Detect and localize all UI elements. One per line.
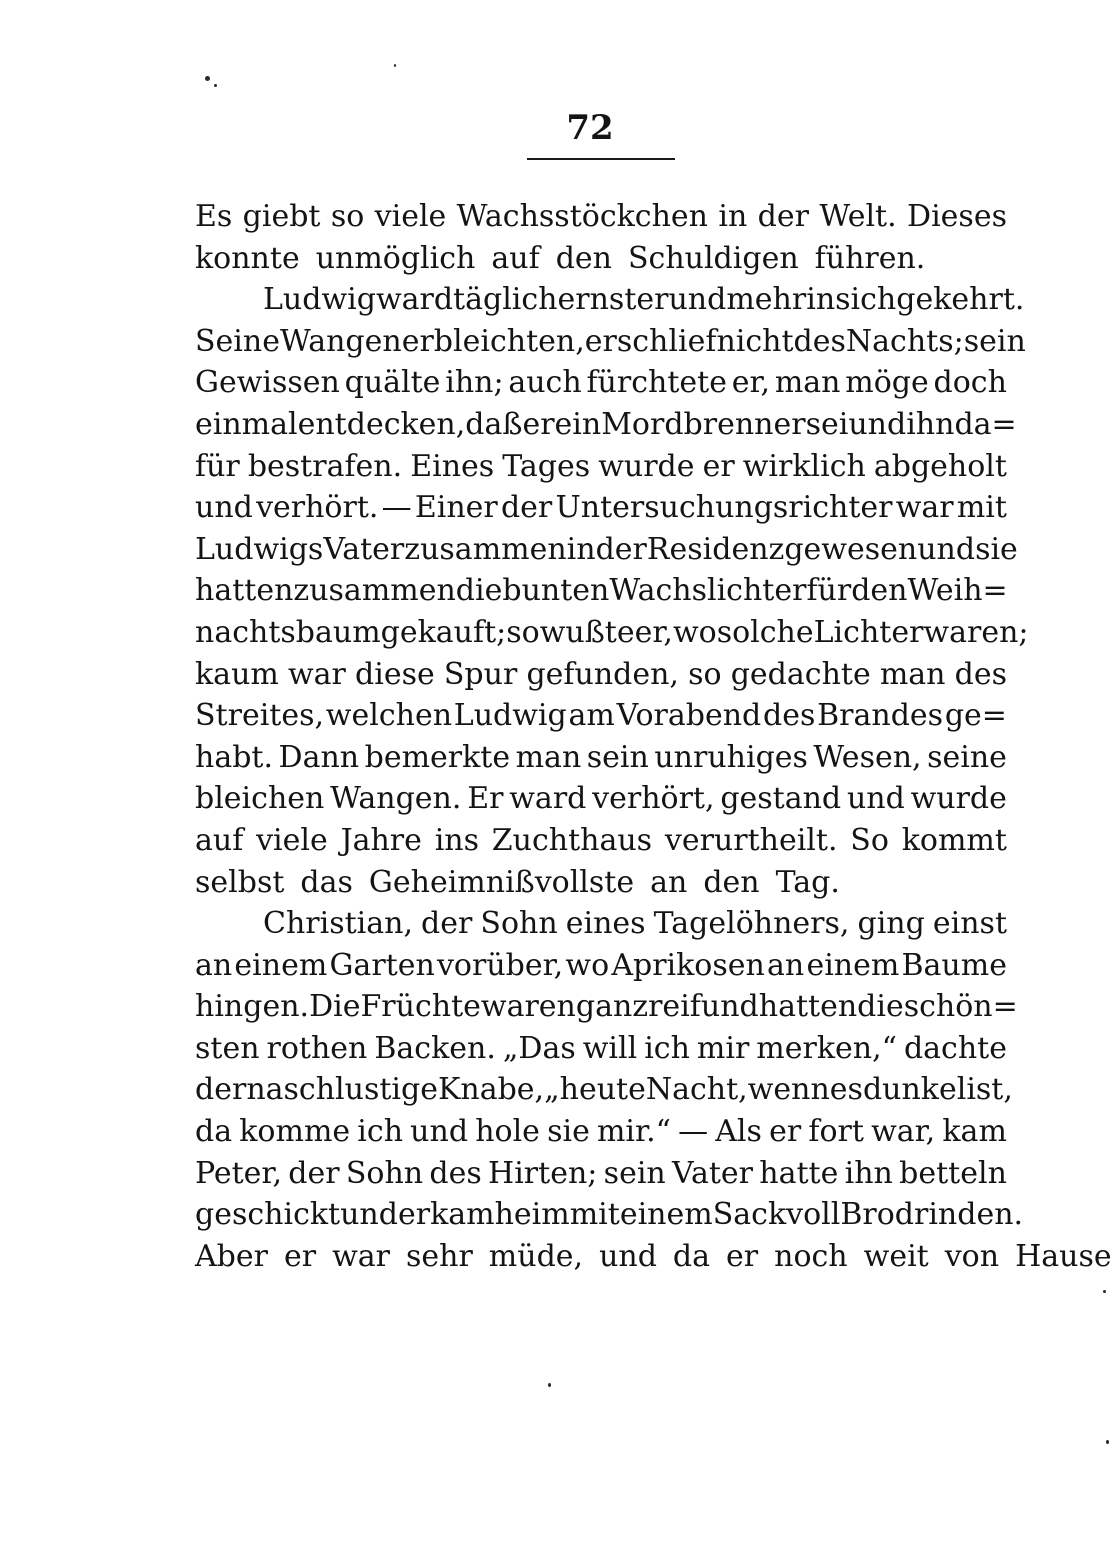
word: Wangen bbox=[279, 323, 402, 359]
word: heim bbox=[494, 1197, 570, 1233]
word: voll bbox=[786, 1197, 841, 1233]
word: wurde bbox=[598, 448, 695, 484]
word: ganz bbox=[575, 989, 649, 1025]
word: sein bbox=[963, 323, 1026, 359]
word: für bbox=[195, 448, 240, 484]
word: gedachte bbox=[730, 656, 871, 692]
word: man bbox=[879, 656, 946, 692]
word: ein bbox=[554, 406, 602, 442]
word: quälte bbox=[344, 365, 441, 401]
word: er bbox=[726, 1238, 759, 1274]
word: Tages bbox=[502, 448, 591, 484]
word: war bbox=[332, 1238, 390, 1274]
word: müde, bbox=[488, 1238, 584, 1274]
text-line bbox=[195, 903, 1007, 945]
word: unruhiges bbox=[654, 739, 808, 775]
text-line bbox=[195, 529, 1018, 571]
word: ge= bbox=[944, 698, 1007, 734]
word: zusammen bbox=[293, 573, 456, 609]
word: Knabe, bbox=[437, 1072, 545, 1108]
word: Sack bbox=[712, 1197, 787, 1233]
word: bleichen bbox=[195, 781, 325, 817]
word: entdecken, bbox=[297, 406, 466, 442]
scan-speck bbox=[394, 64, 396, 67]
word: sehr bbox=[405, 1238, 473, 1274]
word: in bbox=[566, 531, 596, 567]
text-line bbox=[195, 986, 1018, 1028]
word: einem bbox=[234, 947, 328, 983]
word: kaum bbox=[195, 656, 279, 692]
word: Dieses bbox=[907, 199, 1007, 234]
word: ihn; bbox=[445, 365, 504, 401]
scan-speck bbox=[1103, 1290, 1106, 1293]
text-line bbox=[195, 1236, 1112, 1278]
text-line bbox=[195, 1111, 1007, 1153]
word: Gewissen bbox=[195, 365, 340, 401]
text-line bbox=[195, 404, 1017, 446]
word: die bbox=[455, 573, 503, 609]
word: Welt. bbox=[819, 199, 897, 234]
word: Tag. bbox=[775, 864, 840, 900]
word: sie bbox=[975, 531, 1018, 567]
word: man bbox=[774, 365, 841, 401]
word: und bbox=[700, 989, 759, 1025]
word: Nacht, bbox=[645, 1072, 748, 1108]
word: verurtheilt. bbox=[664, 822, 838, 858]
word: Residenz bbox=[646, 531, 785, 567]
word: gestand bbox=[720, 781, 842, 817]
page-number: 72 bbox=[566, 108, 614, 148]
word: Hirten; bbox=[488, 1155, 598, 1191]
word: war bbox=[287, 656, 346, 692]
word: es bbox=[829, 1072, 863, 1108]
word: wußte bbox=[539, 614, 635, 650]
word: gefunden, bbox=[526, 656, 679, 692]
word: Früchte bbox=[360, 989, 481, 1025]
word: am bbox=[568, 698, 615, 734]
word: an bbox=[767, 947, 805, 983]
word: sten bbox=[195, 1030, 260, 1066]
word: der bbox=[595, 531, 647, 567]
word: bestrafen. bbox=[247, 448, 403, 484]
word: da bbox=[195, 1114, 233, 1150]
word: mir.“ bbox=[596, 1114, 671, 1150]
word: er, bbox=[731, 365, 771, 401]
text-line bbox=[195, 1069, 1013, 1111]
word: verhört. bbox=[256, 490, 379, 526]
word: waren bbox=[480, 989, 576, 1025]
word: in bbox=[806, 282, 836, 318]
word: täglich bbox=[453, 282, 558, 318]
word: daß bbox=[465, 406, 523, 442]
word: habt. bbox=[195, 739, 274, 775]
word: und bbox=[846, 781, 905, 817]
scan-speck bbox=[205, 76, 210, 81]
word: der bbox=[195, 1072, 247, 1108]
word: Streites, bbox=[195, 698, 325, 734]
word: Wachslichter bbox=[609, 573, 807, 609]
word: mir bbox=[696, 1030, 750, 1066]
word: Sohn bbox=[480, 906, 558, 942]
text-line bbox=[195, 695, 1007, 737]
word: ward bbox=[509, 781, 587, 817]
word: waren; bbox=[923, 614, 1029, 650]
word: komme bbox=[239, 1114, 351, 1150]
word: fort bbox=[808, 1114, 864, 1150]
word: einmal bbox=[195, 406, 298, 442]
word: schlief bbox=[616, 323, 717, 359]
word: Tagelöhners, bbox=[653, 906, 850, 942]
word: und bbox=[668, 282, 727, 318]
word: sein bbox=[603, 1155, 666, 1191]
word: Ludwig bbox=[453, 698, 567, 734]
word: hatte bbox=[759, 1155, 839, 1191]
word: rothen bbox=[266, 1030, 368, 1066]
word: Geheimnißvollste bbox=[368, 864, 635, 900]
word: fürchtete bbox=[586, 365, 727, 401]
word: und bbox=[848, 406, 907, 442]
word: selbst bbox=[195, 864, 285, 900]
word: Ludwigs bbox=[195, 531, 324, 567]
word: auf bbox=[491, 240, 540, 276]
word: Garten bbox=[329, 947, 435, 983]
text-line bbox=[195, 820, 1007, 862]
word: ernster bbox=[557, 282, 669, 318]
word: ich bbox=[644, 1030, 690, 1066]
word: verhört, bbox=[592, 781, 715, 817]
word: doch bbox=[933, 365, 1007, 401]
word: Wangen. bbox=[330, 781, 462, 817]
word: nicht bbox=[716, 323, 794, 359]
scan-speck bbox=[1106, 1440, 1109, 1444]
word: sie bbox=[547, 1114, 590, 1150]
word: er bbox=[769, 1114, 802, 1150]
word: an bbox=[195, 947, 233, 983]
text-line bbox=[195, 238, 1007, 280]
word: welchen bbox=[325, 698, 453, 734]
word: „Das bbox=[502, 1030, 576, 1066]
word: hingen. bbox=[195, 989, 310, 1025]
word: er bbox=[283, 1238, 317, 1274]
word: Wachsstöckchen bbox=[456, 199, 708, 234]
word: der bbox=[421, 906, 473, 942]
word: Dann bbox=[278, 739, 360, 775]
word: Nachts; bbox=[845, 323, 964, 359]
word: wirklich bbox=[742, 448, 866, 484]
word: von bbox=[944, 1238, 1000, 1274]
word: konnte bbox=[195, 240, 300, 276]
word: giebt bbox=[242, 199, 321, 234]
word: führen. bbox=[814, 240, 926, 276]
text-line bbox=[195, 1153, 1007, 1195]
word: der bbox=[500, 490, 553, 526]
word: wo bbox=[672, 614, 717, 650]
text-line bbox=[195, 612, 1029, 654]
word: wurde bbox=[910, 781, 1007, 817]
word: Hause bbox=[1015, 1238, 1112, 1274]
text-line bbox=[195, 1028, 1007, 1070]
word: kommt bbox=[901, 822, 1007, 858]
word: und bbox=[410, 1114, 469, 1150]
word: mit bbox=[956, 490, 1007, 526]
word: Mordbrenner bbox=[601, 406, 806, 442]
word: Jahre bbox=[340, 822, 422, 858]
word: den bbox=[851, 573, 908, 609]
word: und bbox=[340, 1197, 398, 1233]
word: Zuchthaus bbox=[491, 822, 653, 858]
word: auch bbox=[508, 365, 582, 401]
word: Spur bbox=[443, 656, 518, 692]
word: sei bbox=[805, 406, 849, 442]
word: schön= bbox=[903, 989, 1018, 1025]
text-line bbox=[195, 446, 1007, 488]
scan-speck bbox=[214, 84, 217, 87]
word: den bbox=[555, 240, 612, 276]
word: Wesen, bbox=[813, 739, 922, 775]
word: Brandes bbox=[817, 698, 944, 734]
word: Peter, bbox=[195, 1155, 282, 1191]
word: diese bbox=[355, 656, 435, 692]
header-rule bbox=[527, 158, 675, 160]
word: Er bbox=[467, 781, 504, 817]
word: einem bbox=[619, 1197, 713, 1233]
word: vorüber, bbox=[436, 947, 564, 983]
word: so bbox=[330, 199, 365, 234]
word: da= bbox=[954, 406, 1017, 442]
word: Sohn bbox=[345, 1155, 424, 1191]
word: er bbox=[397, 1197, 431, 1233]
word: Schuldigen bbox=[627, 240, 799, 276]
word: er bbox=[702, 448, 735, 484]
word: weit bbox=[863, 1238, 929, 1274]
word: der bbox=[288, 1155, 340, 1191]
word: der bbox=[757, 199, 809, 234]
word: solche bbox=[716, 614, 814, 650]
word: Die bbox=[309, 989, 361, 1025]
text-line bbox=[195, 862, 1007, 904]
text-line bbox=[195, 321, 1026, 363]
word: kam bbox=[942, 1114, 1007, 1150]
word: Eines bbox=[410, 448, 495, 484]
text-line bbox=[195, 362, 1007, 404]
text-line bbox=[195, 737, 1007, 779]
word: Backen. bbox=[374, 1030, 496, 1066]
word: nachtsbaum bbox=[195, 614, 381, 650]
word: möge bbox=[845, 365, 929, 401]
word: sich bbox=[835, 282, 897, 318]
text-line bbox=[195, 778, 1007, 820]
word: Weih= bbox=[907, 573, 1008, 609]
word: betteln bbox=[899, 1155, 1007, 1191]
word: so bbox=[506, 614, 540, 650]
word: Vater bbox=[323, 531, 405, 567]
text-line bbox=[195, 279, 1025, 321]
word: da bbox=[672, 1238, 711, 1274]
word: ich bbox=[357, 1114, 404, 1150]
word: des bbox=[793, 323, 846, 359]
word: gekehrt. bbox=[896, 282, 1025, 318]
word: — bbox=[381, 490, 412, 526]
word: gekauft; bbox=[380, 614, 507, 650]
word: er bbox=[584, 323, 617, 359]
word: er, bbox=[634, 614, 673, 650]
word: in bbox=[718, 199, 748, 234]
word: dunkel bbox=[862, 1072, 967, 1108]
word: viele bbox=[256, 822, 328, 858]
word: zusammen bbox=[404, 531, 567, 567]
word: einem bbox=[806, 947, 900, 983]
word: Vater bbox=[672, 1155, 753, 1191]
word: und bbox=[599, 1238, 657, 1274]
word: ward bbox=[375, 282, 454, 318]
word: reif bbox=[648, 989, 701, 1025]
word: des bbox=[763, 698, 816, 734]
word: Brodrinden. bbox=[840, 1197, 1024, 1233]
word: bunten bbox=[502, 573, 610, 609]
word: hatten bbox=[758, 989, 858, 1025]
word: geschickt bbox=[195, 1197, 341, 1233]
text-line bbox=[195, 196, 1007, 238]
word: die bbox=[857, 989, 904, 1025]
word: Aprikosen bbox=[611, 947, 765, 983]
word: Es bbox=[195, 199, 233, 234]
word: noch bbox=[774, 1238, 848, 1274]
word: ihn bbox=[906, 406, 955, 442]
word: viele bbox=[374, 199, 447, 234]
word: dachte bbox=[903, 1030, 1007, 1066]
word: des bbox=[954, 656, 1007, 692]
word: an bbox=[650, 864, 688, 900]
word: und bbox=[917, 531, 976, 567]
word: Einer bbox=[414, 490, 498, 526]
word: Als bbox=[715, 1114, 762, 1150]
word: den bbox=[703, 864, 760, 900]
word: ihn bbox=[844, 1155, 893, 1191]
word: abgeholt bbox=[873, 448, 1007, 484]
word: für bbox=[806, 573, 852, 609]
word: des bbox=[429, 1155, 482, 1191]
word: so bbox=[688, 656, 722, 692]
word: mehr bbox=[726, 282, 807, 318]
word: man bbox=[515, 739, 582, 775]
word: und bbox=[195, 490, 253, 526]
word: wenn bbox=[747, 1072, 830, 1108]
word: bemerkte bbox=[364, 739, 511, 775]
word: ist, bbox=[966, 1072, 1013, 1108]
text-line bbox=[195, 654, 1007, 696]
word: Seine bbox=[195, 323, 280, 359]
word: auf bbox=[195, 822, 244, 858]
word: erbleichten, bbox=[401, 323, 585, 359]
word: unmöglich bbox=[315, 240, 476, 276]
word: Untersuchungsrichter bbox=[555, 490, 893, 526]
word: einst bbox=[932, 906, 1007, 942]
word: Christian, bbox=[263, 906, 413, 942]
word: „heute bbox=[544, 1072, 646, 1108]
word: Lichter bbox=[813, 614, 924, 650]
word: Aber bbox=[195, 1238, 268, 1274]
word: ins bbox=[434, 822, 479, 858]
word: will bbox=[582, 1030, 638, 1066]
word: Baume bbox=[901, 947, 1007, 983]
word: hole bbox=[475, 1114, 540, 1150]
word: wo bbox=[565, 947, 610, 983]
word: war bbox=[895, 490, 954, 526]
word: hatten bbox=[195, 573, 294, 609]
text-line bbox=[195, 1194, 1024, 1236]
word: ging bbox=[857, 906, 925, 942]
word: — bbox=[678, 1114, 709, 1150]
word: gewesen bbox=[784, 531, 918, 567]
word: So bbox=[850, 822, 889, 858]
text-line bbox=[195, 570, 1007, 612]
word: das bbox=[300, 864, 353, 900]
body-text bbox=[195, 196, 1112, 1277]
word: er bbox=[522, 406, 555, 442]
word: eines bbox=[565, 906, 646, 942]
word: sein bbox=[586, 739, 649, 775]
word: Ludwig bbox=[263, 282, 376, 318]
word: merken,“ bbox=[756, 1030, 897, 1066]
word: Vorabend bbox=[616, 698, 762, 734]
scan-speck bbox=[548, 1383, 551, 1387]
word: naschlustige bbox=[246, 1072, 438, 1108]
text-line bbox=[195, 945, 1007, 987]
word: mit bbox=[569, 1197, 620, 1233]
word: seine bbox=[927, 739, 1007, 775]
word: kam bbox=[430, 1197, 495, 1233]
word: war, bbox=[871, 1114, 936, 1150]
text-line bbox=[195, 487, 1007, 529]
